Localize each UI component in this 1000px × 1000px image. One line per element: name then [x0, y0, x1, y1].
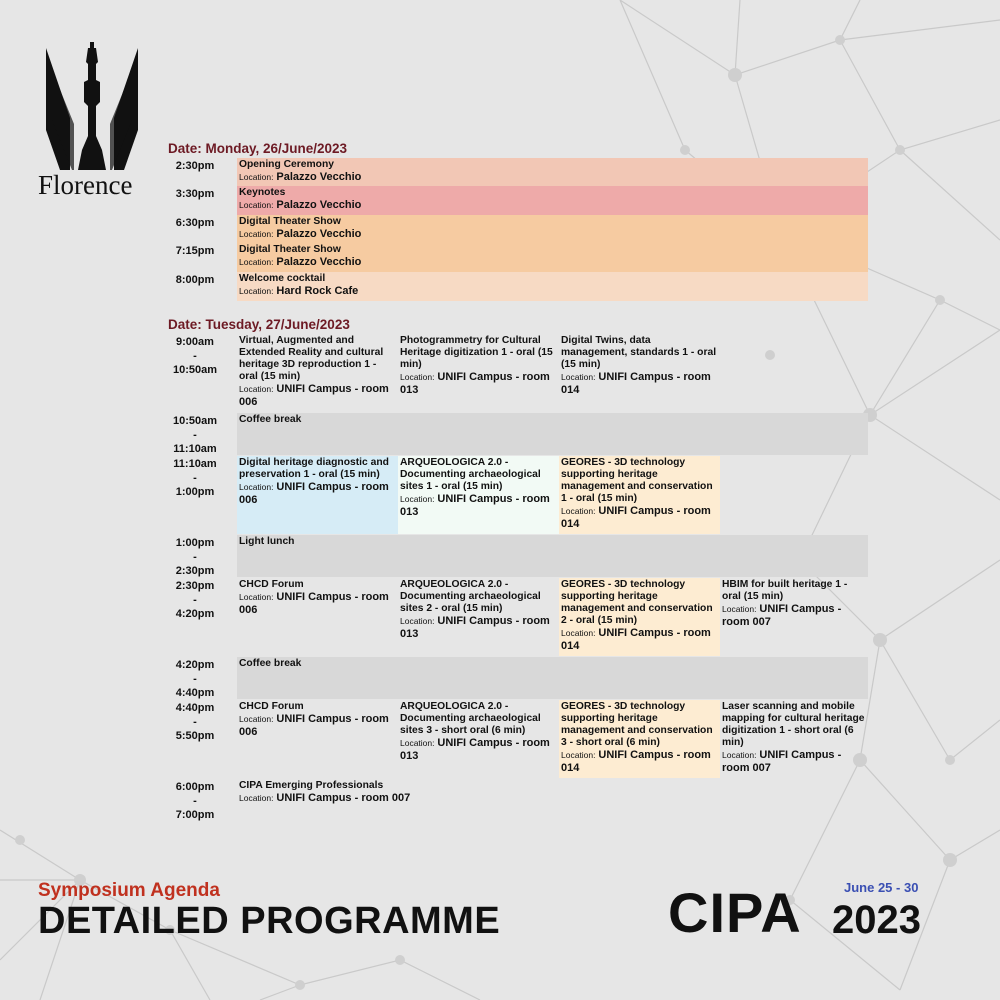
- session-location: [239, 481, 396, 507]
- session-title: Digital Twins, data management, standards 1 - oral (15 min): [561, 335, 717, 370]
- session-cell[interactable]: [398, 456, 559, 534]
- session-location: [400, 737, 557, 763]
- session-title: Welcome cocktail: [239, 273, 326, 284]
- location-label: Location:: [239, 172, 274, 182]
- session-time: [160, 159, 230, 173]
- location-value: UNIFI Campus - room 013: [400, 371, 550, 396]
- slot-time: [160, 780, 230, 822]
- location-value: Hard Rock Cafe: [276, 285, 359, 297]
- slot-end: 1:00pm: [175, 486, 215, 498]
- session-title: Opening Ceremony: [239, 159, 334, 170]
- location-label: Location:: [561, 750, 596, 760]
- session-location: [561, 627, 718, 653]
- location-value: UNIFI Campus - room 013: [400, 615, 550, 640]
- session-title: ARQUEOLOGICA 2.0 - Documenting archaeological sites 1 - oral (15 min): [400, 457, 541, 492]
- slot-start: 6:00pm: [175, 781, 215, 793]
- session-location: [400, 615, 557, 641]
- session-location: [239, 199, 866, 212]
- location-value: UNIFI Campus - room 007: [276, 792, 411, 804]
- session-time: [160, 187, 230, 201]
- florence-wordmark: Florence: [38, 170, 133, 200]
- session-title: HBIM for built heritage 1 - oral (15 min): [722, 579, 848, 602]
- location-label: Location:: [239, 714, 274, 724]
- session-time-label: 8:00pm: [175, 274, 215, 286]
- location-value: UNIFI Campus - room 007: [722, 603, 842, 628]
- slot-time: [160, 335, 230, 377]
- slot-start: 2:30pm: [175, 580, 215, 592]
- location-value: UNIFI Campus - room 013: [400, 737, 550, 762]
- break-row: [237, 535, 868, 577]
- cipa-logo-text: CIPA: [668, 881, 802, 944]
- session-location: [561, 505, 718, 531]
- location-value: UNIFI Campus - room 006: [239, 713, 389, 738]
- session-time: [160, 244, 230, 258]
- session-title: GEORES - 3D technology supporting heritage management and conservation 3 - short oral (6 min): [561, 701, 713, 748]
- session-title: CIPA Emerging Professionals: [239, 780, 384, 791]
- location-value: UNIFI Campus - room 006: [239, 481, 389, 506]
- location-value: UNIFI Campus - room 014: [561, 627, 711, 652]
- location-label: Location:: [400, 372, 435, 382]
- session-location: [239, 171, 866, 184]
- session-location: [722, 603, 866, 629]
- slot-dash: -: [193, 673, 197, 685]
- slot-time: [160, 457, 230, 499]
- session-title: Virtual, Augmented and Extended Reality and cultural heritage 3D reproduction 1 - oral (15 min): [239, 335, 384, 382]
- location-value: UNIFI Campus - room 007: [722, 749, 842, 774]
- location-label: Location:: [722, 604, 757, 614]
- detailed-programme-title: DETAILED PROGRAMME: [38, 900, 501, 942]
- session-time-label: 2:30pm: [175, 160, 215, 172]
- location-label: Location:: [239, 793, 274, 803]
- location-label: Location:: [239, 200, 274, 210]
- location-value: UNIFI Campus - room 014: [561, 371, 711, 396]
- session-cell[interactable]: [398, 334, 559, 412]
- session-title: ARQUEOLOGICA 2.0 - Documenting archaeological sites 3 - short oral (6 min): [400, 701, 541, 736]
- location-value: Palazzo Vecchio: [276, 256, 362, 268]
- break-label: Coffee break: [239, 414, 302, 425]
- session-cell[interactable]: [237, 700, 398, 778]
- session-cell[interactable]: [559, 700, 720, 778]
- location-label: Location:: [561, 506, 596, 516]
- session-cell[interactable]: [237, 215, 868, 244]
- day2-date-heading: Date: Tuesday, 27/June/2023: [168, 317, 350, 332]
- session-location: [239, 228, 866, 241]
- slot-end: 5:50pm: [175, 730, 215, 742]
- break-row: [237, 413, 868, 455]
- break-label: Coffee break: [239, 658, 302, 669]
- slot-start: 9:00am: [176, 336, 214, 348]
- session-cell[interactable]: [559, 456, 720, 534]
- session-cell[interactable]: [237, 334, 398, 412]
- slot-dash: -: [193, 716, 197, 728]
- location-label: Location:: [239, 229, 274, 239]
- location-value: UNIFI Campus - room 014: [561, 749, 711, 774]
- slot-time: [160, 658, 230, 700]
- session-title: GEORES - 3D technology supporting heritage management and conservation 2 - oral (15 min): [561, 579, 713, 626]
- session-time: [160, 216, 230, 230]
- session-location: [239, 591, 396, 617]
- session-title: Digital Theater Show: [239, 244, 341, 255]
- slot-dash: -: [193, 795, 197, 807]
- slot-dash: -: [193, 551, 197, 563]
- session-location: [561, 749, 718, 775]
- slot-end: 11:10am: [173, 443, 217, 455]
- slot-start: 4:40pm: [175, 702, 215, 714]
- location-label: Location:: [400, 494, 435, 504]
- location-label: Location:: [400, 616, 435, 626]
- slot-time: [160, 701, 230, 743]
- session-time-label: 6:30pm: [175, 217, 215, 229]
- session-time-label: 3:30pm: [175, 188, 215, 200]
- session-title: CHCD Forum: [239, 701, 304, 712]
- slot-start: 1:00pm: [175, 537, 215, 549]
- session-title: ARQUEOLOGICA 2.0 - Documenting archaeological sites 2 - oral (15 min): [400, 579, 541, 614]
- slot-time: [160, 414, 230, 456]
- break-label: Light lunch: [239, 536, 295, 547]
- break-row: [237, 657, 868, 699]
- location-label: Location:: [561, 372, 596, 382]
- session-cell[interactable]: [720, 700, 868, 778]
- session-location: [239, 383, 396, 409]
- slot-dash: -: [193, 350, 197, 362]
- location-value: Palazzo Vecchio: [276, 228, 362, 240]
- location-label: Location:: [239, 257, 274, 267]
- session-location: [400, 493, 557, 519]
- session-location: [239, 285, 866, 298]
- slot-start: 4:20pm: [175, 659, 215, 671]
- session-location: [239, 713, 396, 739]
- session-cell[interactable]: [559, 578, 720, 656]
- session-location: [239, 256, 866, 269]
- session-location: [561, 371, 718, 397]
- slot-end: 2:30pm: [175, 565, 215, 577]
- slot-end: 4:20pm: [175, 608, 215, 620]
- location-label: Location:: [400, 738, 435, 748]
- session-cell[interactable]: [398, 700, 559, 778]
- slot-start: 10:50am: [172, 415, 218, 427]
- cipa-year: 2023: [832, 898, 921, 942]
- location-label: Location:: [239, 592, 274, 602]
- slot-dash: -: [193, 429, 197, 441]
- location-label: Location:: [722, 750, 757, 760]
- session-title: GEORES - 3D technology supporting heritage management and conservation 1 - oral (15 min): [561, 457, 713, 504]
- session-cell[interactable]: [237, 272, 868, 301]
- location-value: UNIFI Campus - room 013: [400, 493, 550, 518]
- session-title: Keynotes: [239, 187, 286, 198]
- session-cell[interactable]: [237, 243, 868, 272]
- event-dates: June 25 - 30: [844, 880, 919, 895]
- session-title: Photogrammetry for Cultural Heritage digitization 1 - oral (15 min): [400, 335, 553, 370]
- slot-end: 10:50am: [172, 364, 218, 376]
- location-value: Palazzo Vecchio: [276, 199, 362, 211]
- location-value: Palazzo Vecchio: [276, 171, 362, 183]
- session-cell[interactable]: [559, 334, 720, 412]
- location-label: Location:: [239, 482, 274, 492]
- session-location: [400, 371, 557, 397]
- location-label: Location:: [239, 286, 274, 296]
- location-label: Location:: [561, 628, 596, 638]
- session-time: [160, 273, 230, 287]
- session-location: [239, 792, 635, 805]
- session-time-label: 7:15pm: [175, 245, 215, 257]
- day1-date-heading: Date: Monday, 26/June/2023: [168, 141, 348, 156]
- session-title: Digital heritage diagnostic and preservation 1 - oral (15 min): [239, 457, 389, 480]
- slot-dash: -: [193, 594, 197, 606]
- session-cell[interactable]: [237, 186, 868, 215]
- session-location: [722, 749, 866, 775]
- session-cell[interactable]: [237, 578, 398, 656]
- session-title: CHCD Forum: [239, 579, 304, 590]
- session-cell[interactable]: [720, 578, 868, 656]
- session-cell[interactable]: [398, 578, 559, 656]
- slot-dash: -: [193, 472, 197, 484]
- slot-start: 11:10am: [173, 458, 217, 470]
- symposium-agenda-subtitle: Symposium Agenda: [38, 880, 220, 901]
- session-cell[interactable]: [237, 158, 868, 187]
- location-value: UNIFI Campus - room 014: [561, 505, 711, 530]
- location-value: UNIFI Campus - room 006: [239, 383, 389, 408]
- slot-time: [160, 579, 230, 621]
- slot-time: [160, 536, 230, 578]
- session-cell[interactable]: [237, 779, 637, 821]
- location-label: Location:: [239, 384, 274, 394]
- slot-end: 4:40pm: [175, 687, 215, 699]
- slot-end: 7:00pm: [175, 809, 215, 821]
- location-value: UNIFI Campus - room 006: [239, 591, 389, 616]
- session-title: Laser scanning and mobile mapping for cultural heritage digitization 1 - short oral (6 min): [722, 701, 865, 748]
- session-title: Digital Theater Show: [239, 216, 341, 227]
- session-cell[interactable]: [237, 456, 398, 534]
